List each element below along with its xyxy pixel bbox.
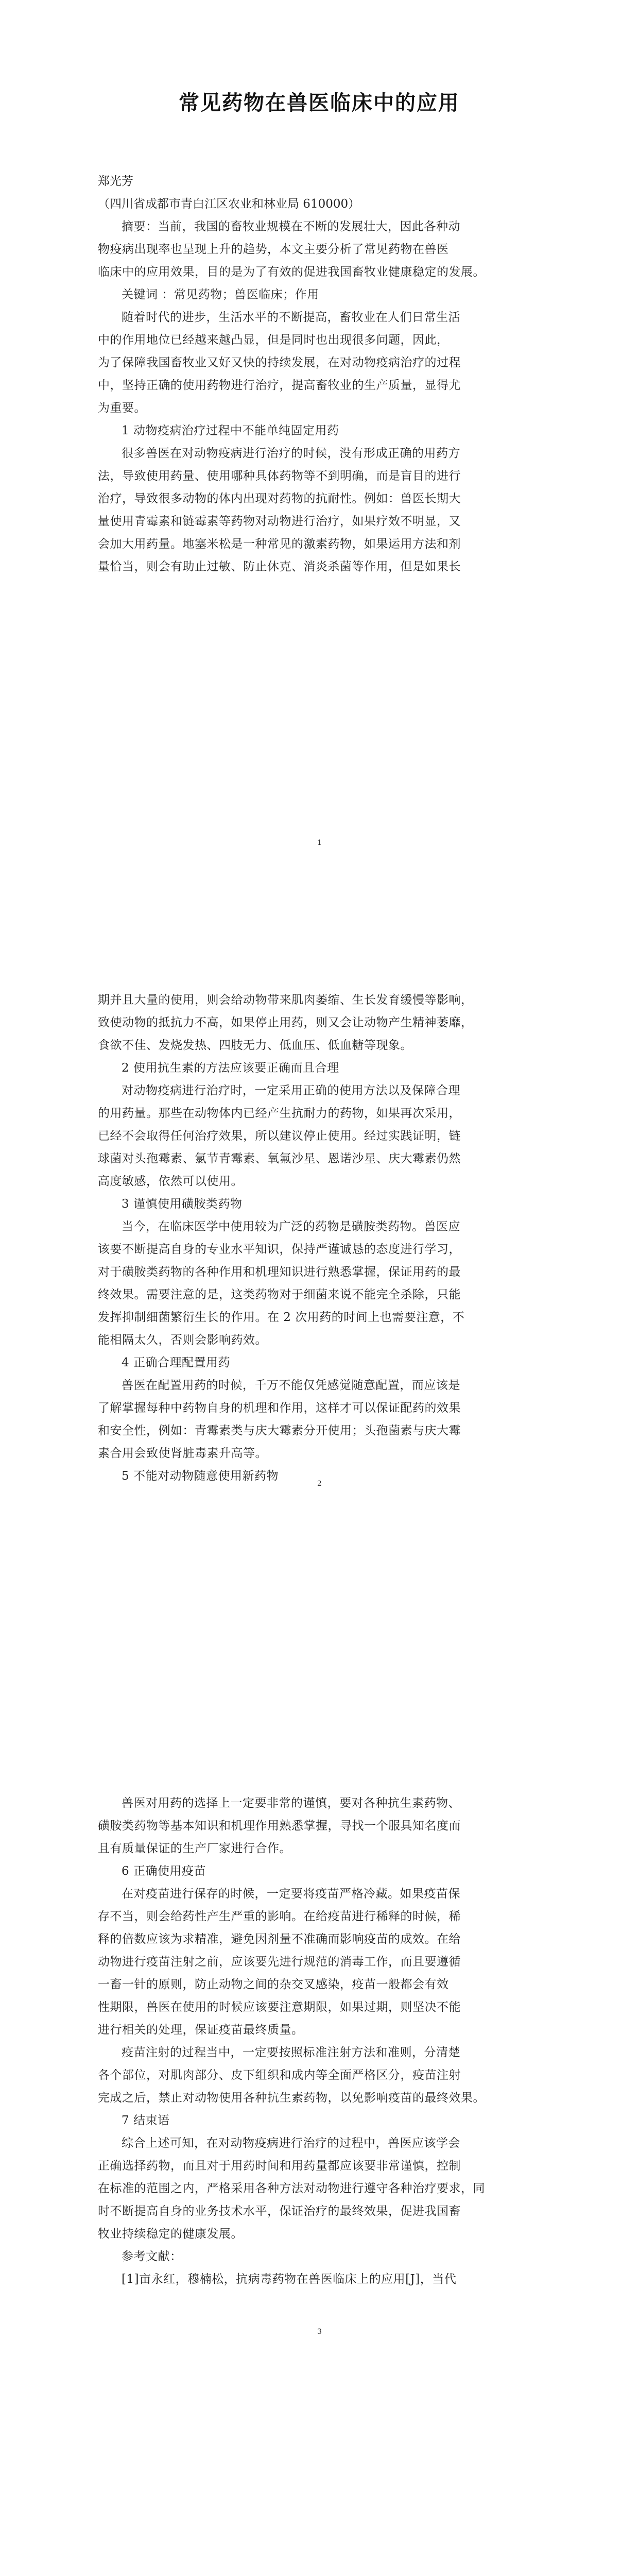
body-line: 在标准的范围之内，严格采用各种方法对动物进行遵守各种治疗要求，同 <box>98 2182 485 2195</box>
body-line: 对动物疫病进行治疗时，一定采用正确的使用方法以及保障合理 <box>122 1084 460 1097</box>
body-line: 动物进行疫苗注射之前，应该要先进行规范的消毒工作，而且要遵循 <box>98 1955 461 1969</box>
body-line: 综合上述可知，在对动物疫病进行治疗的过程中，兽医应该学会 <box>122 2137 460 2150</box>
body-line: 和安全性，例如：青霉素类与庆大霉素分开使用；头孢菌素与庆大霉 <box>98 1424 461 1437</box>
section-heading: 7 结束语 <box>122 2114 170 2127</box>
body-line: 磺胺类药物等基本知识和机理作用熟悉掌握，寻找一个服具知名度而 <box>98 1819 461 1833</box>
body-line: 对于磺胺类药物的各种作用和机理知识进行熟悉掌握，保证用药的最 <box>98 1265 461 1279</box>
author-affiliation: （四川省成都市青白江区农业和林业局 610000） <box>98 197 360 211</box>
body-line: 量使用青霉素和链霉素等药物对动物进行治疗，如果疗效不明显，又 <box>98 515 461 528</box>
document-page-1 <box>0 0 639 904</box>
document-title: 常见药物在兽医临床中的应用 <box>179 91 460 115</box>
section-heading: 1 动物疫病治疗过程中不能单纯固定用药 <box>122 424 339 437</box>
body-line: 释的倍数应该为求精准，避免因剂量不准确而影响疫苗的成效。在给 <box>98 1933 461 1946</box>
abstract-line: 临床中的应用效果，目的是为了有效的促进我国畜牧业健康稳定的发展。 <box>98 265 485 279</box>
body-line: 一畜一针的原则，防止动物之间的杂交叉感染，疫苗一般都会有效 <box>98 1978 449 1991</box>
author-name: 郑光芳 <box>98 175 133 188</box>
body-line: 兽医对用药的选择上一定要非常的谨慎，要对各种抗生素药物、 <box>122 1797 460 1810</box>
body-line: 很多兽医在对动物疫病进行治疗的时候，没有形成正确的用药方 <box>122 447 460 460</box>
body-line: 该要不断提高自身的专业水平知识，保持严谨诚恳的态度进行学习， <box>98 1243 461 1256</box>
reference-line: [1]亩永红，穆楠松，抗病毒药物在兽医临床上的应用[J]，当代 <box>122 2273 457 2286</box>
page-number: 1 <box>317 839 322 847</box>
body-line: 性期限，兽医在使用的时候应该要注意期限，如果过期，则坚决不能 <box>98 2001 461 2014</box>
body-line: 兽医在配置用药的时候，千万不能仅凭感觉随意配置，而应该是 <box>122 1379 460 1392</box>
page-number: 2 <box>317 1480 322 1488</box>
keywords: 关键词 ：常见药物；兽医临床；作用 <box>122 288 319 301</box>
body-line: 且有质量保证的生产厂家进行合作。 <box>98 1842 291 1855</box>
body-line: 当今，在临床医学中使用较为广泛的药物是磺胺类药物。兽医应 <box>122 1220 460 1233</box>
body-line: 牧业持续稳定的健康发展。 <box>98 2227 243 2241</box>
body-line: 各个部位，对肌肉部分、皮下组织和成内等全面严格区分，疫苗注射 <box>98 2069 461 2082</box>
body-line: 已经不会取得任何治疗效果，所以建议停止使用。经过实践证明，链 <box>98 1129 461 1143</box>
body-line: 完成之后，禁止对动物使用各种抗生素药物，以免影响疫苗的最终效果。 <box>98 2091 485 2105</box>
references-heading: 参考文献： <box>122 2250 182 2263</box>
body-line: 终效果。需要注意的是，这类药物对于细菌来说不能完全杀除，只能 <box>98 1288 461 1301</box>
abstract-line: 物疫病出现率也呈现上升的趋势，本文主要分析了常见药物在兽医 <box>98 243 449 256</box>
body-line: 法，导致使用药量、使用哪种具体药物等不到明确，而是盲目的进行 <box>98 469 461 483</box>
section-heading: 3 谨慎使用磺胺类药物 <box>122 1197 243 1211</box>
body-line: 素合用会致使肾脏毒素升高等。 <box>98 1447 267 1460</box>
body-line: 球菌对头孢霉素、氯节青霉素、氧氟沙星、恩诺沙星、庆大霉素仍然 <box>98 1152 461 1165</box>
document-page-3 <box>0 1797 639 2576</box>
body-line: 在对疫苗进行保存的时候，一定要将疫苗严格冷藏。如果疫苗保 <box>122 1887 460 1901</box>
body-line: 治疗，导致很多动物的体内出现对药物的抗耐性。例如：兽医长期大 <box>98 492 461 505</box>
body-line: 会加大用药量。地塞米松是一种常见的激素药物，如果运用方法和剂 <box>98 537 461 551</box>
section-heading: 4 正确合理配置用药 <box>122 1356 230 1369</box>
section-heading: 5 不能对动物随意使用新药物 <box>122 1469 279 1483</box>
body-line: 食欲不佳、发烧发热、四肢无力、低血压、低血糖等现象。 <box>98 1039 412 1052</box>
body-line: 中，坚持正确的使用药物进行治疗，提高畜牧业的生产质量，显得尤 <box>98 379 461 392</box>
body-line: 随着时代的进步，生活水平的不断提高，畜牧业在人们日常生活 <box>122 311 460 324</box>
page-number: 3 <box>317 2328 322 2336</box>
body-line: 为重要。 <box>98 401 146 415</box>
body-line: 的用药量。那些在动物体内已经产生抗耐力的药物，如果再次采用， <box>98 1107 461 1120</box>
document-page-2 <box>0 904 639 1807</box>
section-heading: 2 使用抗生素的方法应该要正确而且合理 <box>122 1061 339 1075</box>
body-line: 正确选择药物，而且对于用药时间和用药量都应该要非常谨慎，控制 <box>98 2159 461 2173</box>
body-line: 疫苗注射的过程当中，一定要按照标准注射方法和准则，分清楚 <box>122 2046 460 2059</box>
section-heading: 6 正确使用疫苗 <box>122 1865 206 1878</box>
body-line: 量恰当，则会有助止过敏、防止休克、消炎杀菌等作用，但是如果长 <box>98 560 461 573</box>
body-line: 为了保障我国畜牧业又好又快的持续发展，在对动物疫病治疗的过程 <box>98 356 461 369</box>
body-line: 能相隔太久，否则会影响药效。 <box>98 1333 267 1347</box>
body-line: 存不当，则会给药性产生严重的影响。在给疫苗进行稀释的时候，稀 <box>98 1910 461 1923</box>
body-line: 期并且大量的使用，则会给动物带来肌肉萎缩、生长发育缓慢等影响， <box>98 993 473 1007</box>
abstract-line: 摘要：当前，我国的畜牧业规模在不断的发展壮大，因此各种动 <box>122 220 460 233</box>
body-line: 中的作用地位已经越来越凸显，但是同时也出现很多问题，因此， <box>98 333 449 347</box>
body-line: 高度敏感，依然可以使用。 <box>98 1175 243 1188</box>
body-line: 了解掌握每种中药物自身的机理和作用，这样才可以保证配药的效果 <box>98 1401 461 1415</box>
body-line: 时不断提高自身的业务技术水平，保证治疗的最终效果，促进我国畜 <box>98 2205 461 2218</box>
body-line: 致使动物的抵抗力不高，如果停止用药，则又会让动物产生精神萎靡， <box>98 1016 473 1029</box>
body-line: 发挥抑制细菌繁衍生长的作用。在 2 次用药的时间上也需要注意，不 <box>98 1311 465 1324</box>
body-line: 进行相关的处理，保证疫苗最终质量。 <box>98 2023 304 2037</box>
